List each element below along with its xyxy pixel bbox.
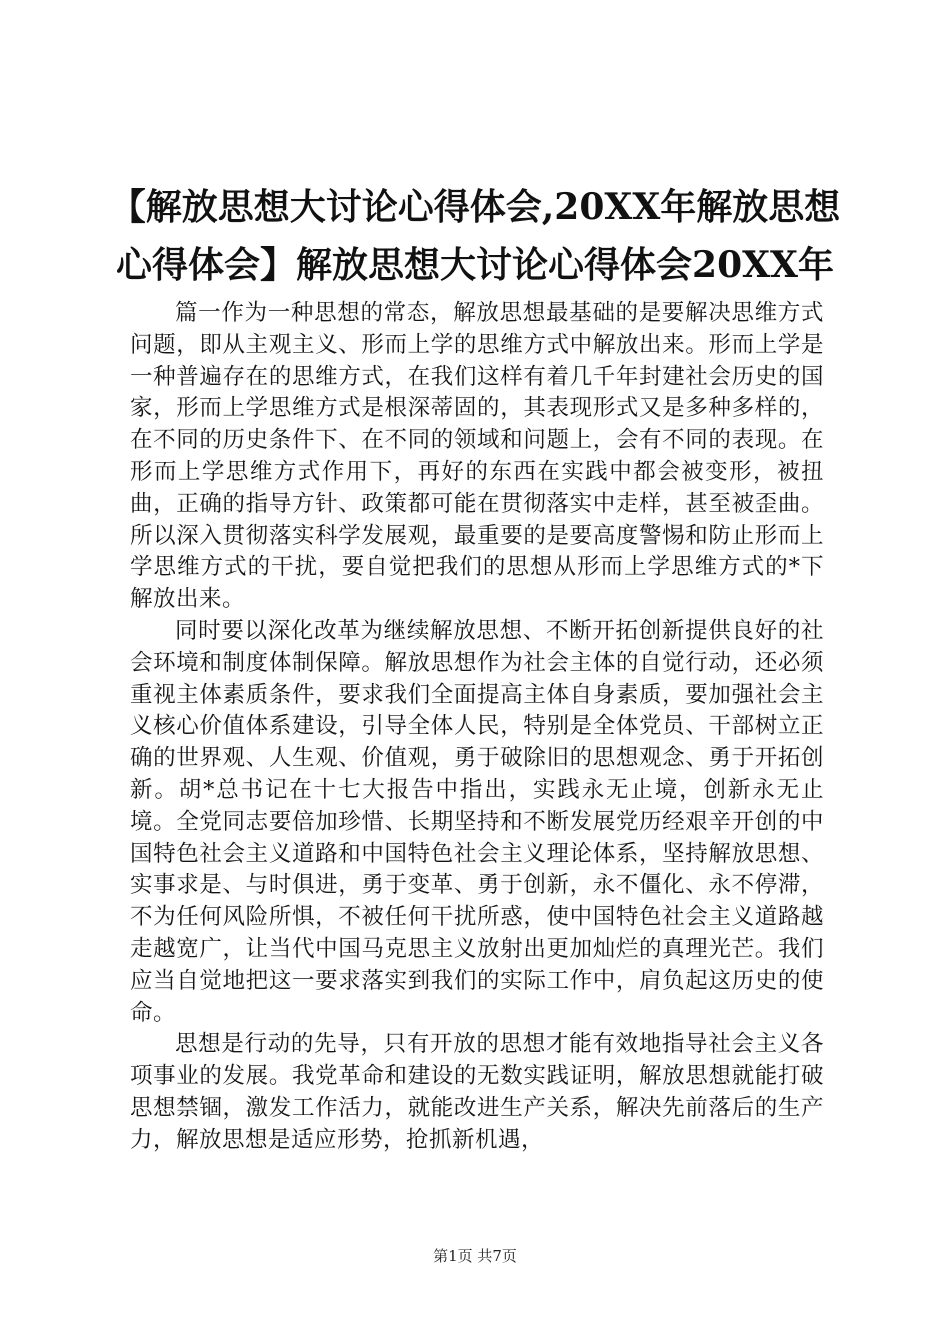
- document-body: [130, 298, 824, 1157]
- title-line-2: 心得体会】解放思想大讨论心得体会20XX年: [116, 244, 834, 286]
- paragraph-1: 篇一作为一种思想的常态，解放思想最基础的是要解决思维方式问题，即从主观主义、形而上学的思维方式中解放出来。形而上学是一种普遍存在的思维方式，在我们这样有着几千年封建社会历史的国家，形而上学思维方式是根深蒂固的，其表现形式又是多种多样的，在不同的历史条件下、在不同的领域和问题上，会有不同的表现。在形而上学思维方式作用下，再好的东西在实践中都会被变形，被扭曲，正确的指导方针、政策都可能在贯彻落实中走样，甚至被歪曲。所以深入贯彻落实科学发展观，最重要的是要高度警惕和防止形而上学思维方式的干扰，要自觉把我们的思想从形而上学思维方式的*下解放出来。: [130, 300, 824, 613]
- paragraph-3: 思想是行动的先导，只有开放的思想才能有效地指导社会主义各项事业的发展。我党革命和建设的无数实践证明，解放思想就能打破思想禁锢，激发工作活力，就能改进生产关系，解决先前落后的生产力，解放思想是适应形势，抢抓新机遇，: [130, 1031, 824, 1153]
- title-line-1: 【解放思想大讨论心得体会,20XX年解放思想: [109, 186, 841, 228]
- paragraph-2: 同时要以深化改革为继续解放思想、不断开拓创新提供良好的社会环境和制度体制保障。解放思想作为社会主体的自觉行动，还必须重视主体素质条件，要求我们全面提高主体自身素质，要加强社会主义核心价值体系建设，引导全体人民，特别是全体党员、干部树立正确的世界观、人生观、价值观，勇于破除旧的思想观念、勇于开拓创新。胡*总书记在十七大报告中指出，实践永无止境，创新永无止境。全党同志要倍加珍惜、长期坚持和不断发展党历经艰辛开创的中国特色社会主义道路和中国特色社会主义理论体系，坚持解放思想、实事求是、与时俱进，勇于变革、勇于创新，永不僵化、永不停滞，不为任何风险所惧，不被任何干扰所惑，使中国特色社会主义道路越走越宽广，让当代中国马克思主义放射出更加灿烂的真理光芒。我们应当自觉地把这一要求落实到我们的实际工作中，肩负起这历史的使命。: [130, 617, 824, 1026]
- document-title: [100, 178, 850, 294]
- page-footer: 第1页 共7页: [433, 1247, 517, 1265]
